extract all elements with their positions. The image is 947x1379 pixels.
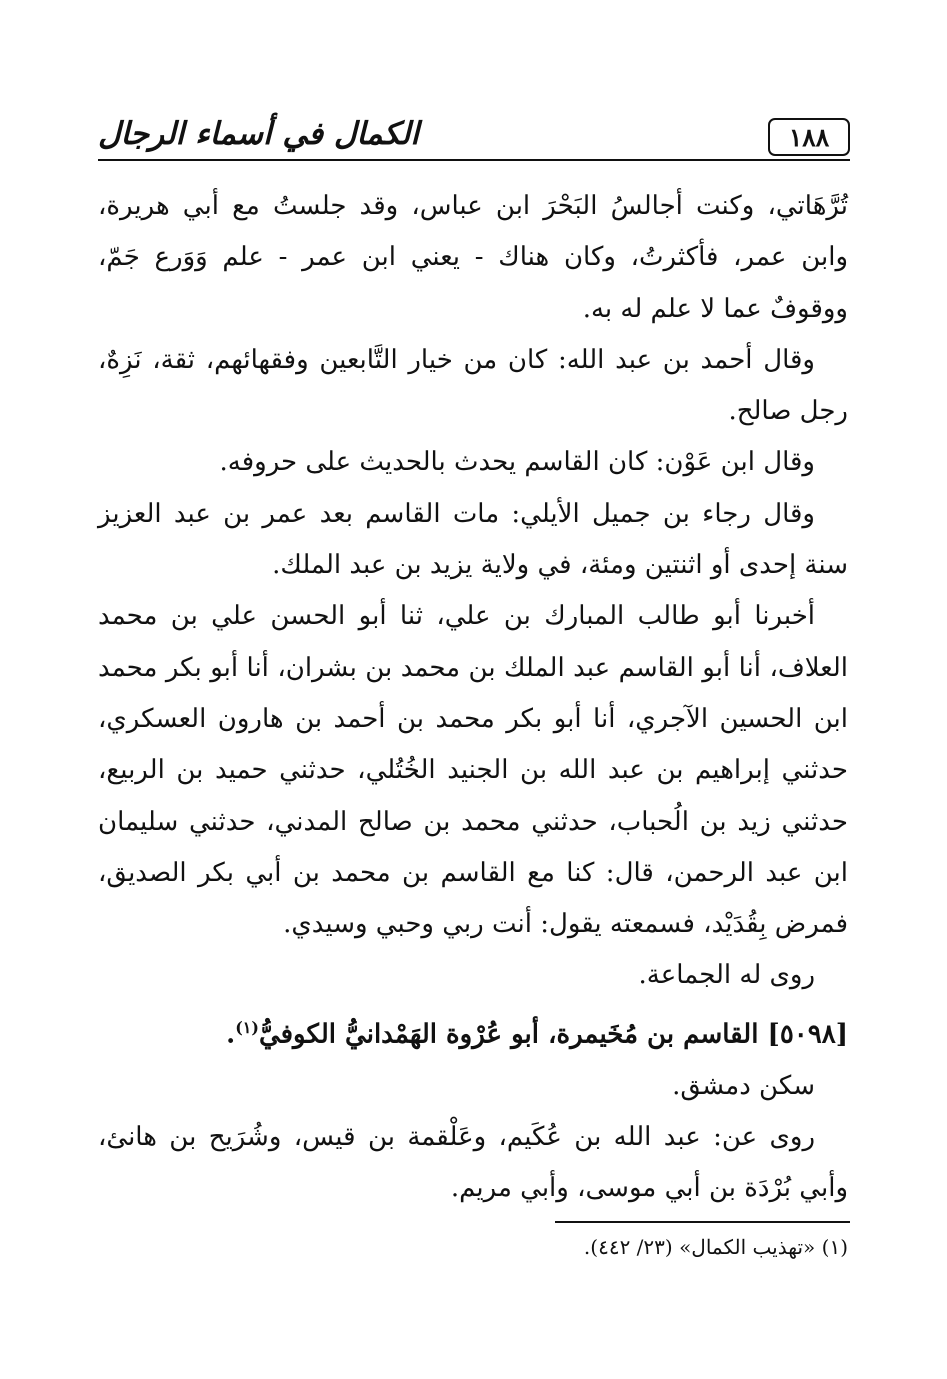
paragraph-6: روى له الجماعة. <box>638 960 815 991</box>
entry-number: [٥٠٩٨] <box>767 1019 848 1050</box>
header-rule <box>98 159 850 161</box>
paragraph-2: وقال أحمد بن عبد الله: كان من خيار التَّابعين وفقهائهم، ثقة، نَزِهٌ، رجل صالح. <box>98 344 848 427</box>
entry-paragraph-2: روى عن: عبد الله بن عُكَيم، وعَلْقمة بن قيس، وشُرَيح بن هانئ، وأبي بُرْدَة بن أبي موسى، وأبي مريم. <box>98 1122 848 1204</box>
footnote-ref: (١) <box>235 1017 259 1037</box>
main-text <box>98 181 848 1215</box>
page-number-box <box>768 118 850 156</box>
book-title-calligraphy: الكمال في أسماء الرجال <box>98 116 419 152</box>
entry-end: . <box>226 1019 236 1050</box>
page-header <box>98 112 850 162</box>
entry-title-text: القاسم بن مُخَيمرة، أبو عُرْوة الهَمْدانيُّ الكوفيُّ <box>258 1019 759 1050</box>
footnote-rule <box>555 1221 850 1223</box>
entry-heading <box>98 1002 848 1061</box>
paragraph-3: وقال ابن عَوْن: كان القاسم يحدث بالحديث على حروفه. <box>219 447 815 478</box>
page-number: ١٨٨ <box>788 122 830 152</box>
paragraph-5: أخبرنا أبو طالب المبارك بن علي، ثنا أبو الحسن علي بن محمد العلاف، أنا أبو القاسم عبد الملك بن محمد بن بشران، أنا أبو بكر محمد ابن الحسين الآجري، أنا أبو بكر محمد بن أحمد بن هارون العسكري، حدثني إبراهيم بن عبد الله بن الجنيد الخُتُلي، حدثني حميد بن الربيع، حدثني زيد بن الُحباب، حدثني محمد بن صالح المدني، حدثني سليمان ابن عبد الرحمن، قال: كنا مع القاسم بن محمد بن أبي بكر الصديق، فمرض بِقُدَيْد، فسمعته يقول: أنت ربي وحبي وسيدي. <box>98 601 848 940</box>
paragraph-4: وقال رجاء بن جميل الأيلي: مات القاسم بعد عمر بن عبد العزيز سنة إحدى أو اثنتين ومئة، في ولاية يزيد بن عبد الملك. <box>98 498 848 581</box>
paragraph-1: تُرَّهَاتي، وكنت أجالسُ البَحْرَ ابن عباس، وقد جلستُ مع أبي هريرة، وابن عمر، فأكثرتُ، وكان هناك - يعني ابن عمر - علم وَوَرع جَمّ، ووقوفٌ عما لا علم له به. <box>98 191 848 324</box>
entry-paragraph-1: سكن دمشق. <box>672 1070 815 1101</box>
footnote: (١) «تهذيب الكمال» (٢٣/ ٤٤٢). <box>583 1235 848 1259</box>
